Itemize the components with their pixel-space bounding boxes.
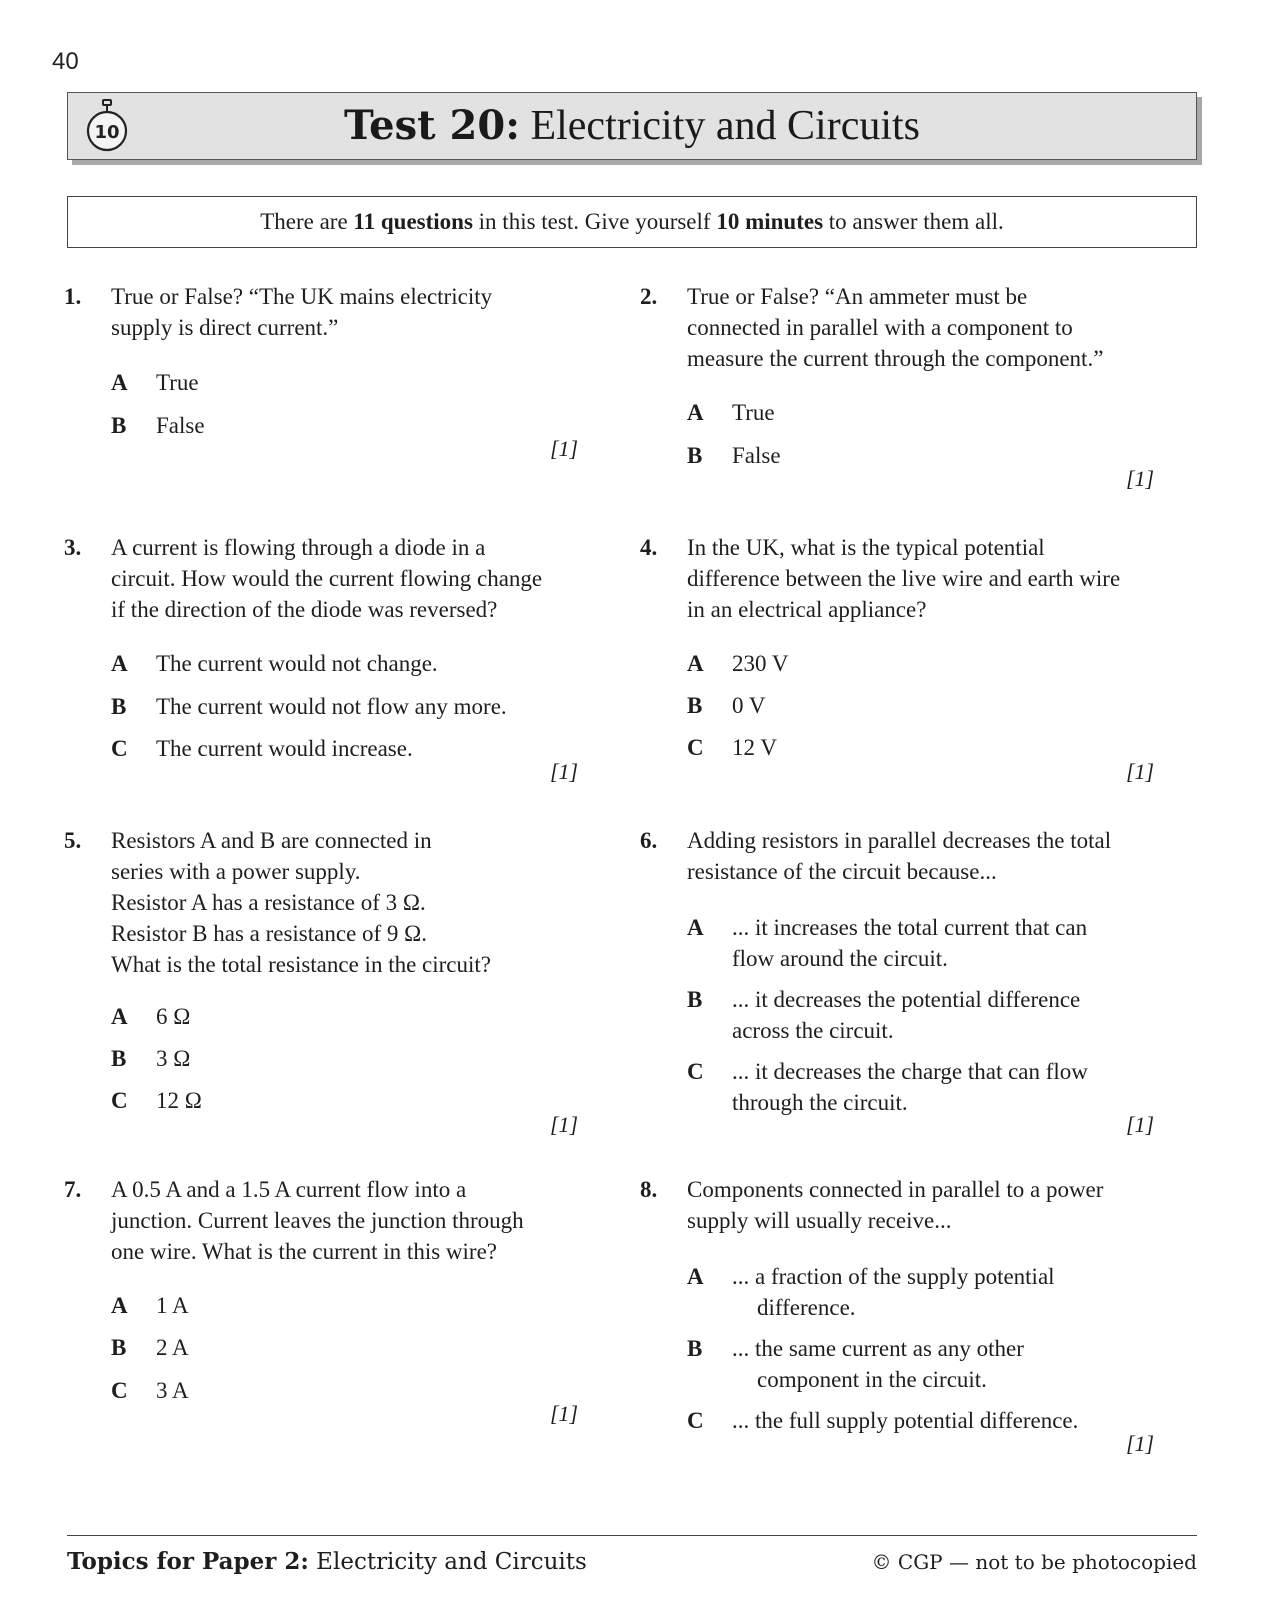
option-letter: A: [111, 651, 128, 676]
option-letter: A: [111, 1004, 128, 1029]
question-text-line: difference between the live wire and earth wire: [687, 566, 1121, 591]
intro-text-1: There are: [260, 209, 354, 234]
option-letter: C: [111, 736, 128, 761]
mark-allocation: [1]: [550, 759, 579, 784]
option-text: [732, 397, 775, 428]
question-text-line: Resistor B has a resistance of 9 Ω.: [111, 921, 428, 946]
option-text-line: through the circuit.: [732, 1090, 908, 1115]
option-text-line: 12 Ω: [156, 1088, 202, 1113]
option-text-line: False: [732, 443, 781, 468]
option-text-line: flow around the circuit.: [732, 946, 948, 971]
question-count: 11 questions: [353, 209, 473, 234]
footer-topic-rest: Electricity and Circuits: [308, 1549, 587, 1575]
option-text-line: False: [156, 413, 205, 438]
question-text: [111, 1174, 611, 1267]
mark-allocation: [1]: [550, 436, 579, 461]
question-text-line: What is the total resistance in the circuit?: [111, 952, 491, 977]
footer-topic-bold: Topics for Paper 2:: [67, 1548, 309, 1575]
question-number: 5.: [64, 828, 82, 853]
footer-topic: [67, 1548, 587, 1575]
question-text: [111, 825, 611, 980]
option-letter: A: [687, 400, 704, 425]
footer-divider: [67, 1535, 1197, 1536]
question-text: [687, 825, 1187, 887]
option-letter: A: [687, 915, 704, 940]
option-text-line: ... the full supply potential difference.: [732, 1408, 1079, 1433]
question-text-line: series with a power supply.: [111, 859, 361, 884]
question-text-line: junction. Current leaves the junction through: [111, 1208, 524, 1233]
option-text: [156, 691, 507, 722]
option-letter: B: [111, 1046, 127, 1071]
intro-text-2: in this test. Give yourself: [472, 209, 717, 234]
page-title: [68, 102, 1196, 150]
question-text-line: Adding resistors in parallel decreases the total: [687, 828, 1112, 853]
option-text: [732, 1405, 1078, 1436]
option-text: [156, 1332, 189, 1363]
option-text: [156, 1375, 189, 1406]
option-text: [732, 732, 777, 763]
option-text: [732, 1333, 1024, 1395]
question-text-line: True or False? “The UK mains electricity: [111, 284, 493, 309]
option-text: [732, 1261, 1055, 1323]
option-text: [156, 648, 438, 679]
time-limit: 10 minutes: [716, 209, 824, 234]
question-text-line: Resistor A has a resistance of 3 Ω.: [111, 890, 426, 915]
option-text: [156, 1043, 190, 1074]
option-text: [732, 912, 1087, 974]
option-text: [732, 690, 765, 721]
question-text: [111, 281, 611, 343]
option-text-line: component in the circuit.: [757, 1367, 987, 1392]
question-text-line: Resistors A and B are connected in: [111, 828, 432, 853]
option-text-line: 6 Ω: [156, 1004, 191, 1029]
mark-allocation: [1]: [1126, 759, 1155, 784]
option-text-line: True: [156, 370, 199, 395]
option-text-line: The current would not flow any more.: [156, 694, 507, 719]
option-letter: B: [111, 1335, 127, 1360]
question-text-line: connected in parallel with a component to: [687, 315, 1073, 340]
option-text-line: The current would increase.: [156, 736, 413, 761]
question-text-line: measure the current through the component.”: [687, 346, 1104, 371]
question-number: 6.: [640, 828, 658, 853]
option-letter: A: [687, 651, 704, 676]
option-letter: B: [687, 1336, 703, 1361]
question-text-line: resistance of the circuit because...: [687, 859, 997, 884]
option-text-line: 12 V: [732, 735, 777, 760]
option-text-line: difference.: [757, 1295, 856, 1320]
question-number: 7.: [64, 1177, 82, 1202]
option-letter: B: [687, 443, 703, 468]
mark-allocation: [1]: [1126, 1431, 1155, 1456]
option-text-line: ... it increases the total current that can: [732, 915, 1088, 940]
test-instructions: [67, 196, 1197, 248]
option-text-line: 0 V: [732, 693, 766, 718]
option-text: [156, 367, 199, 398]
page-number: 40: [52, 48, 79, 75]
option-text: [156, 1001, 190, 1032]
option-letter: B: [687, 987, 703, 1012]
option-text-line: ... it decreases the charge that can flow: [732, 1059, 1088, 1084]
option-text: [156, 1085, 202, 1116]
option-text-line: The current would not change.: [156, 651, 438, 676]
option-letter: C: [687, 1059, 704, 1084]
option-letter: C: [111, 1378, 128, 1403]
option-letter: A: [111, 1293, 128, 1318]
mark-allocation: [1]: [1126, 1112, 1155, 1137]
option-letter: A: [111, 370, 128, 395]
title-rest: Electricity and Circuits: [519, 103, 921, 149]
option-text-line: 3 Ω: [156, 1046, 191, 1071]
option-letter: C: [111, 1088, 128, 1113]
option-text-line: 230 V: [732, 651, 789, 676]
question-text-line: Components connected in parallel to a power: [687, 1177, 1104, 1202]
option-text: [732, 984, 1080, 1046]
footer-copyright: © CGP — not to be photocopied: [871, 1550, 1197, 1574]
question-text-line: circuit. How would the current flowing change: [111, 566, 543, 591]
option-text-line: ... the same current as any other: [732, 1336, 1024, 1361]
option-text: [732, 440, 781, 471]
option-text: [732, 1056, 1088, 1118]
question-text: [687, 1174, 1187, 1236]
question-text-line: in an electrical appliance?: [687, 597, 927, 622]
option-text: [156, 1290, 189, 1321]
test-title-banner: [67, 92, 1197, 160]
question-number: 2.: [640, 284, 658, 309]
option-text-line: ... it decreases the potential difference: [732, 987, 1081, 1012]
option-letter: B: [111, 694, 127, 719]
mark-allocation: [1]: [1126, 466, 1155, 491]
option-text-line: True: [732, 400, 775, 425]
question-text: [111, 532, 611, 625]
mark-allocation: [1]: [550, 1401, 579, 1426]
option-text: [156, 410, 205, 441]
question-number: 8.: [640, 1177, 658, 1202]
option-letter: C: [687, 735, 704, 760]
intro-text-3: to answer them all.: [823, 209, 1004, 234]
option-letter: A: [687, 1264, 704, 1289]
question-text-line: In the UK, what is the typical potential: [687, 535, 1045, 560]
title-bold: Test 20:: [343, 102, 520, 149]
question-number: 4.: [640, 535, 658, 560]
option-letter: B: [111, 413, 127, 438]
question-text: [687, 281, 1187, 374]
mark-allocation: [1]: [550, 1112, 579, 1137]
option-text-line: 1 A: [156, 1293, 189, 1318]
option-letter: C: [687, 1408, 704, 1433]
question-number: 1.: [64, 284, 82, 309]
option-text: [156, 733, 413, 764]
timer-minutes: 10: [94, 122, 120, 143]
option-text-line: 3 A: [156, 1378, 189, 1403]
question-text-line: supply will usually receive...: [687, 1208, 952, 1233]
question-text-line: supply is direct current.”: [111, 315, 339, 340]
question-text-line: A current is flowing through a diode in a: [111, 535, 486, 560]
option-text-line: ... a fraction of the supply potential: [732, 1264, 1055, 1289]
option-text: [732, 648, 788, 679]
question-text: [687, 532, 1187, 625]
question-text-line: one wire. What is the current in this wire?: [111, 1239, 497, 1264]
option-text-line: 2 A: [156, 1335, 189, 1360]
option-letter: B: [687, 693, 703, 718]
question-text-line: A 0.5 A and a 1.5 A current flow into a: [111, 1177, 467, 1202]
question-text-line: True or False? “An ammeter must be: [687, 284, 1028, 309]
option-text-line: across the circuit.: [732, 1018, 894, 1043]
question-number: 3.: [64, 535, 82, 560]
question-text-line: if the direction of the diode was reversed?: [111, 597, 498, 622]
